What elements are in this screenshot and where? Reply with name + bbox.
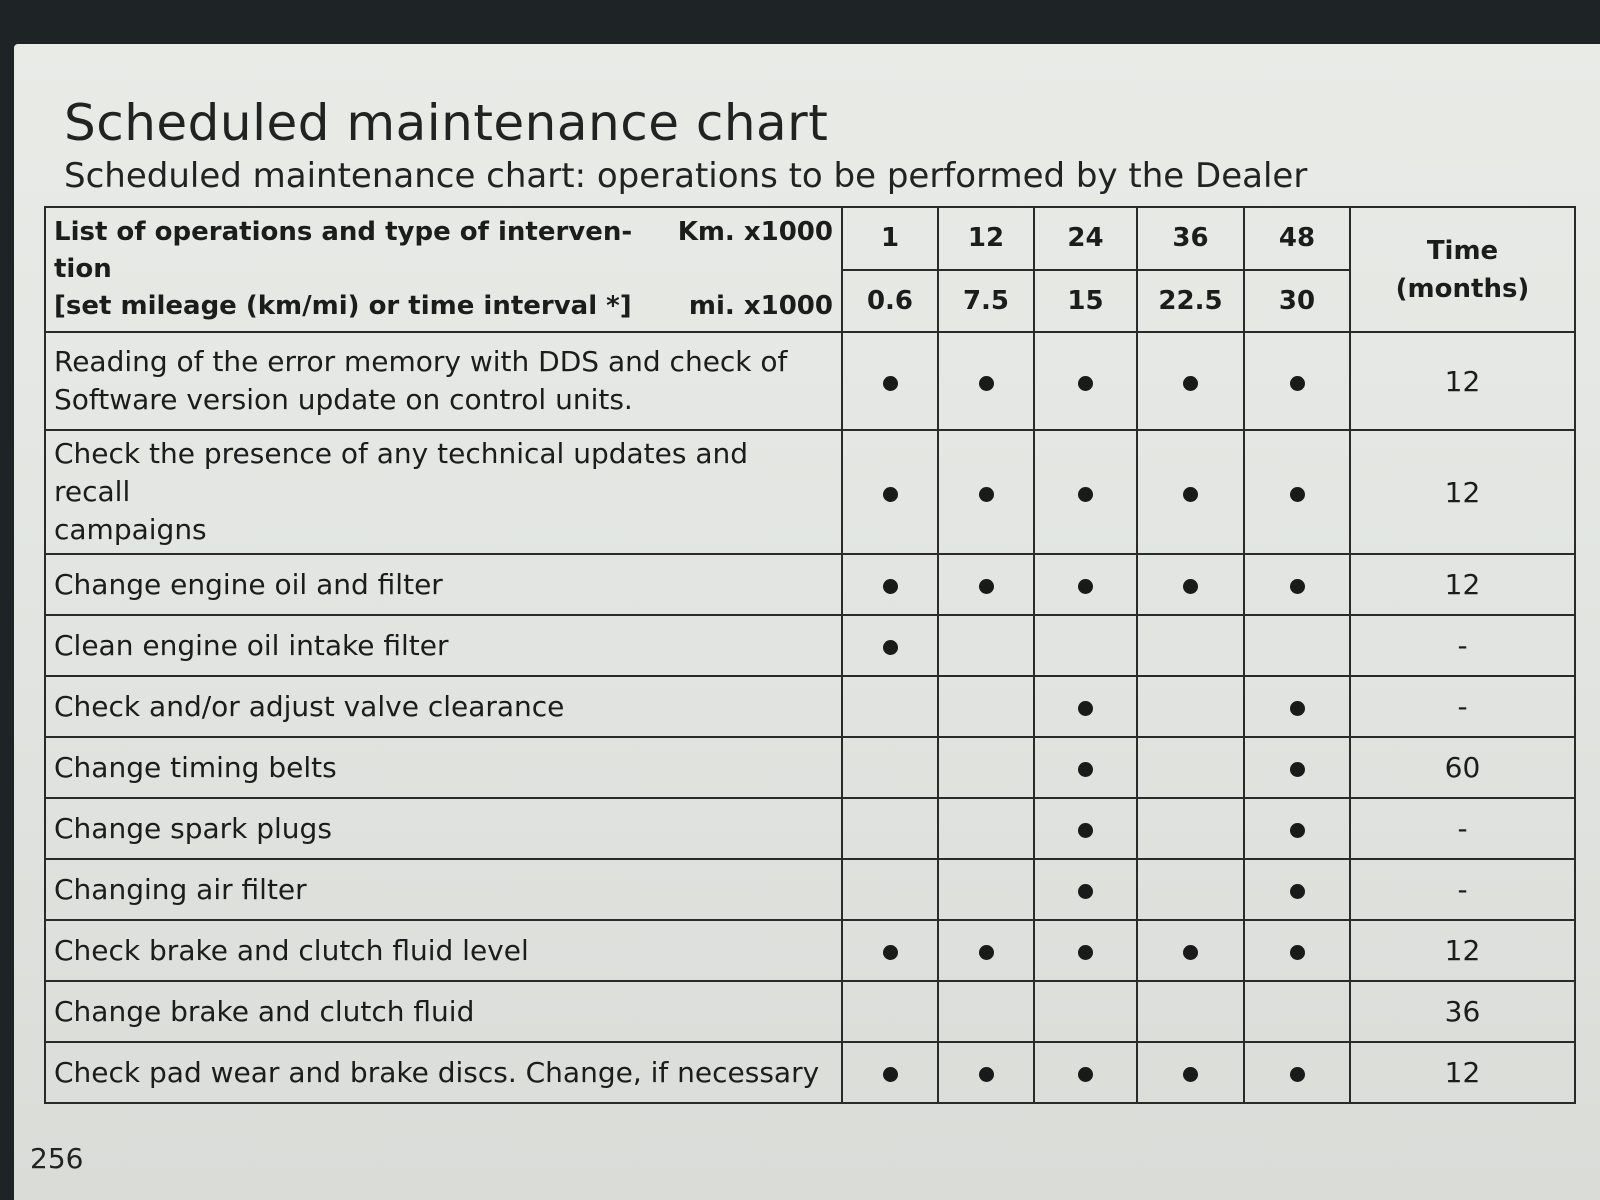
operation-text: Check and/or adjust valve clearance [54, 689, 565, 723]
interval-cell [1244, 798, 1350, 859]
km-value: 24 [1034, 207, 1137, 270]
operation-text: Software version update on control units. [54, 383, 633, 416]
bullet-icon [1183, 376, 1198, 391]
interval-cell [938, 798, 1034, 859]
time-months-cell: - [1350, 798, 1575, 859]
interval-cell [842, 430, 938, 554]
interval-cell [938, 430, 1034, 554]
interval-cell [842, 1042, 938, 1103]
interval-cell [1137, 1042, 1244, 1103]
bullet-icon [1290, 579, 1305, 594]
bullet-icon [1078, 376, 1093, 391]
table-row [45, 920, 1575, 981]
table-row [45, 737, 1575, 798]
bullet-icon [1290, 1067, 1305, 1082]
bullet-icon [1078, 701, 1093, 716]
bullet-icon [1183, 579, 1198, 594]
operation-cell [45, 1042, 842, 1103]
interval-cell [1137, 981, 1244, 1042]
time-months-cell: 12 [1350, 920, 1575, 981]
interval-cell [938, 332, 1034, 430]
bullet-icon [979, 1067, 994, 1082]
interval-cell [938, 615, 1034, 676]
bullet-icon [1290, 487, 1305, 502]
interval-cell [938, 859, 1034, 920]
table-row [45, 981, 1575, 1042]
table-row [45, 859, 1575, 920]
bullet-icon [883, 376, 898, 391]
operations-header-line1: List of operations and type of interven- [54, 217, 633, 247]
interval-cell [1034, 798, 1137, 859]
operations-header-line3: [set mileage (km/mi) or time interval *] [54, 291, 632, 321]
interval-cell [1244, 859, 1350, 920]
interval-cell [1137, 554, 1244, 615]
interval-cell [1137, 920, 1244, 981]
km-value: 48 [1244, 207, 1350, 270]
interval-cell [1034, 981, 1137, 1042]
interval-cell [1137, 332, 1244, 430]
interval-cell [842, 920, 938, 981]
interval-cell [1137, 737, 1244, 798]
km-value: 12 [938, 207, 1034, 270]
interval-cell [1244, 676, 1350, 737]
bullet-icon [1078, 1067, 1093, 1082]
interval-cell [842, 615, 938, 676]
interval-cell [1137, 615, 1244, 676]
bullet-icon [1183, 487, 1198, 502]
interval-cell [842, 554, 938, 615]
time-months-cell: 12 [1350, 554, 1575, 615]
bullet-icon [1290, 762, 1305, 777]
interval-cell [1244, 332, 1350, 430]
interval-cell [842, 332, 938, 430]
maintenance-table [44, 206, 1576, 1104]
table-row [45, 332, 1575, 430]
bullet-icon [979, 945, 994, 960]
interval-cell [1034, 332, 1137, 430]
time-months-cell: 36 [1350, 981, 1575, 1042]
bullet-icon [1078, 823, 1093, 838]
time-months-cell: 12 [1350, 430, 1575, 554]
mi-value: 15 [1034, 270, 1137, 333]
interval-cell [1034, 430, 1137, 554]
mi-value: 22.5 [1137, 270, 1244, 333]
operation-cell [45, 676, 842, 737]
operation-cell [45, 430, 842, 554]
mi-value: 0.6 [842, 270, 938, 333]
page-subtitle: Scheduled maintenance chart: operations to be performed by the Dealer [64, 156, 1308, 196]
interval-cell [1244, 1042, 1350, 1103]
manual-page [14, 44, 1600, 1200]
interval-cell [1244, 920, 1350, 981]
interval-cell [1137, 430, 1244, 554]
interval-cell [842, 676, 938, 737]
interval-cell [1244, 430, 1350, 554]
time-header-line1: Time [1426, 235, 1499, 266]
interval-cell [1137, 859, 1244, 920]
operation-text: Clean engine oil intake filter [54, 628, 449, 662]
operation-text: Reading of the error memory with DDS and check of [54, 345, 788, 378]
bullet-icon [1183, 1067, 1198, 1082]
operation-text: campaigns [54, 513, 207, 546]
table-row [45, 430, 1575, 554]
bullet-icon [1078, 487, 1093, 502]
interval-cell [842, 981, 938, 1042]
interval-cell [1244, 981, 1350, 1042]
time-months-cell: 12 [1350, 332, 1575, 430]
interval-cell [842, 859, 938, 920]
interval-cell [1034, 737, 1137, 798]
interval-cell [938, 737, 1034, 798]
interval-cell [938, 920, 1034, 981]
bullet-icon [979, 487, 994, 502]
operation-text: Change timing belts [54, 750, 337, 784]
interval-cell [842, 737, 938, 798]
time-months-cell: 60 [1350, 737, 1575, 798]
interval-cell [938, 676, 1034, 737]
bullet-icon [883, 579, 898, 594]
operation-cell [45, 859, 842, 920]
operation-text: Check brake and clutch fluid level [54, 933, 529, 967]
operation-text: Change spark plugs [54, 811, 332, 845]
operation-text: Change engine oil and filter [54, 567, 443, 601]
operation-cell [45, 554, 842, 615]
interval-cell [1244, 615, 1350, 676]
operations-header [45, 207, 842, 332]
bullet-icon [1078, 579, 1093, 594]
bullet-icon [1078, 884, 1093, 899]
km-value: 36 [1137, 207, 1244, 270]
km-value: 1 [842, 207, 938, 270]
operations-header-line2: tion [54, 254, 112, 284]
bullet-icon [883, 487, 898, 502]
bullet-icon [1290, 701, 1305, 716]
mi-value: 7.5 [938, 270, 1034, 333]
operation-text: Check pad wear and brake discs. Change, if necessary [54, 1055, 820, 1089]
page-title: Scheduled maintenance chart [64, 94, 829, 152]
bullet-icon [1183, 945, 1198, 960]
time-header [1350, 207, 1575, 332]
operation-text: Changing air filter [54, 872, 307, 906]
bullet-icon [883, 1067, 898, 1082]
bullet-icon [1078, 762, 1093, 777]
operation-cell [45, 737, 842, 798]
operation-cell [45, 332, 842, 430]
time-header-line2: (months) [1395, 273, 1530, 304]
bullet-icon [1290, 945, 1305, 960]
header-row-km [45, 207, 1575, 270]
time-months-cell: - [1350, 615, 1575, 676]
bullet-icon [1290, 823, 1305, 838]
interval-cell [1034, 1042, 1137, 1103]
time-months-cell: - [1350, 676, 1575, 737]
interval-cell [1034, 859, 1137, 920]
table-row [45, 554, 1575, 615]
interval-cell [1034, 920, 1137, 981]
table-row [45, 798, 1575, 859]
table-row [45, 615, 1575, 676]
bullet-icon [1078, 945, 1093, 960]
time-months-cell: 12 [1350, 1042, 1575, 1103]
interval-cell [1034, 554, 1137, 615]
operation-cell [45, 981, 842, 1042]
bullet-icon [1290, 884, 1305, 899]
interval-cell [1244, 737, 1350, 798]
operation-cell [45, 798, 842, 859]
mi-label: mi. x1000 [688, 291, 833, 321]
bullet-icon [883, 945, 898, 960]
bullet-icon [883, 640, 898, 655]
operation-text: Change brake and clutch fluid [54, 994, 475, 1028]
interval-cell [938, 1042, 1034, 1103]
bullet-icon [1290, 376, 1305, 391]
interval-cell [1137, 676, 1244, 737]
operation-text: Check the presence of any technical updates and recall [54, 437, 749, 508]
interval-cell [938, 554, 1034, 615]
time-months-cell: - [1350, 859, 1575, 920]
operation-cell [45, 920, 842, 981]
interval-cell [1137, 798, 1244, 859]
interval-cell [842, 798, 938, 859]
operation-cell [45, 615, 842, 676]
table-row [45, 1042, 1575, 1103]
bullet-icon [979, 579, 994, 594]
interval-cell [1034, 676, 1137, 737]
interval-cell [938, 981, 1034, 1042]
km-label: Km. x1000 [677, 217, 833, 247]
table-row [45, 676, 1575, 737]
interval-cell [1244, 554, 1350, 615]
bullet-icon [979, 376, 994, 391]
mi-value: 30 [1244, 270, 1350, 333]
page-number: 256 [30, 1142, 84, 1175]
interval-cell [1034, 615, 1137, 676]
